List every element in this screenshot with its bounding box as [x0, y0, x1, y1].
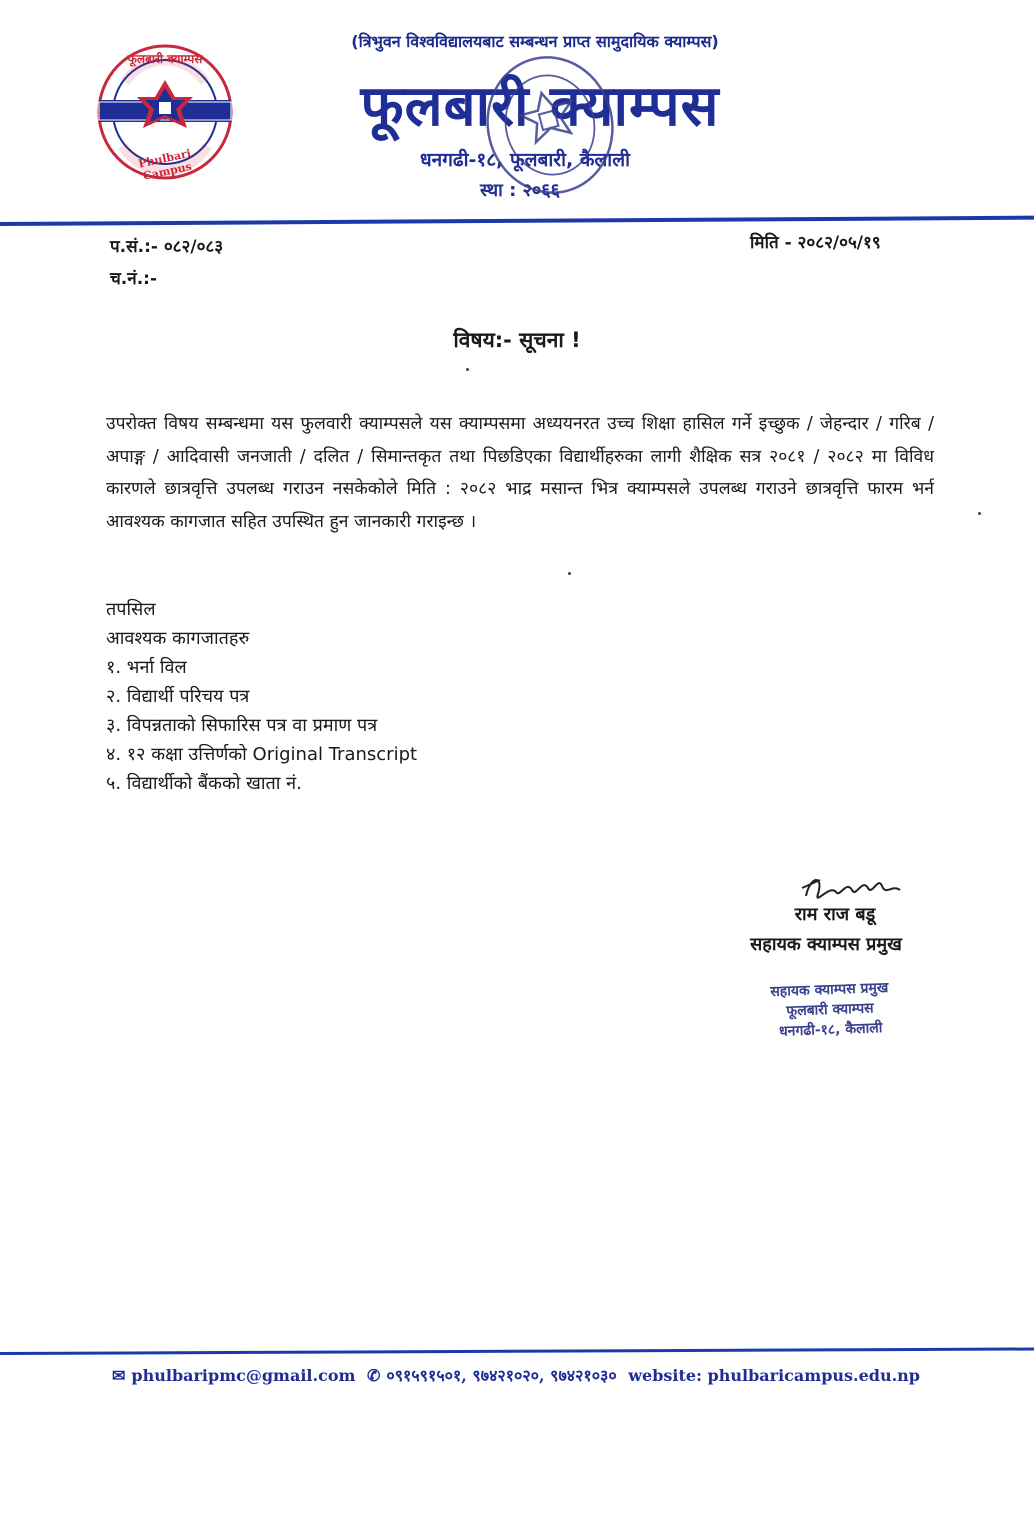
seal-line: फूलबारी क्याम्पस — [786, 1000, 874, 1020]
document-item: २. विद्यार्थी परिचय पत्र — [106, 686, 250, 707]
footer-divider — [0, 1347, 1034, 1355]
phone-icon: ✆ — [367, 1366, 381, 1385]
campus-name: फूलबारी क्याम्पस — [360, 74, 720, 139]
letter-date: मिति - २०८२/०५/१९ — [750, 233, 881, 253]
logo-text-top: फूलबारी क्याम्पस — [127, 52, 203, 66]
details-section — [106, 595, 666, 798]
document-item: ४. १२ कक्षा उत्तिर्णको Original Transcript — [106, 744, 418, 765]
speck — [466, 368, 469, 371]
campus-round-stamp — [480, 50, 620, 200]
official-seal — [729, 977, 931, 1044]
header-divider — [0, 216, 1034, 226]
notice-body: उपरोक्त विषय सम्बन्धमा यस फुलवारी क्याम्पसले यस क्याम्पसमा अध्ययनरत उच्च शिक्षा हासिल गर्ने इच्छुक / जेहन्दार / गरिब / अपाङ्ग / आदिवासी जनजाती / दलित / सिमान्तकृत तथा पिछडिएका विद्यार्थीहरुका लागी शैक्षिक सत्र २०८१ / २०८२ मा विविध कारणले छात्रवृत्ति उपलब्ध गराउन नसकेकोले मिति : २०८२ भाद्र मसान्त भित्र क्याम्पसले उपलब्ध गराउने छात्रवृत्ति फारम भर्न आवश्यक कागजात सहित उपस्थित हुन जानकारी गराइन्छ । — [106, 414, 934, 532]
campus-established: स्था : २०६६ — [480, 180, 560, 201]
document-item: ३. विपन्नताको सिफारिस पत्र वा प्रमाण पत्र — [106, 715, 378, 736]
logo-text-bottom: Phulbari Campus — [137, 146, 193, 183]
footer-contact — [112, 1364, 932, 1386]
footer-email[interactable]: phulbaripmc@gmail.com — [131, 1366, 356, 1385]
affiliation-line: (त्रिभुवन विश्वविद्यालयबाट सम्बन्धन प्राप्त सामुदायिक क्याम्पस) — [351, 32, 719, 51]
speck — [568, 572, 571, 575]
signatory-name: राम राज बडू — [794, 904, 876, 925]
details-subheading: आवश्यक कागजातहरु — [106, 628, 250, 649]
speck — [978, 512, 981, 515]
document-item: १. भर्ना विल — [106, 657, 187, 678]
dispatch-number: च.नं.:- — [110, 269, 157, 289]
letter-number: प.सं.:- ०८२/०८३ — [110, 237, 224, 257]
seal-line: सहायक क्याम्पस प्रमुख — [770, 979, 889, 1001]
envelope-icon: ✉ — [112, 1366, 126, 1385]
signatory-title: सहायक क्याम्पस प्रमुख — [750, 934, 902, 955]
footer-phones: ०९१५९१५०१, ९७४२१०२०, ९७४२१०३० — [386, 1366, 617, 1385]
campus-address: धनगढी-१८, फूलबारी, कैलाली — [419, 149, 631, 171]
document-item: ५. विद्यार्थीको बैंकको खाता नं. — [106, 773, 302, 794]
seal-line: धनगढी-१८, कैलाली — [778, 1020, 883, 1040]
details-heading: तपसिल — [106, 599, 156, 620]
subject-heading: विषय:- सूचना ! — [453, 328, 581, 352]
footer-website[interactable]: website: phulbaricampus.edu.np — [628, 1366, 920, 1385]
